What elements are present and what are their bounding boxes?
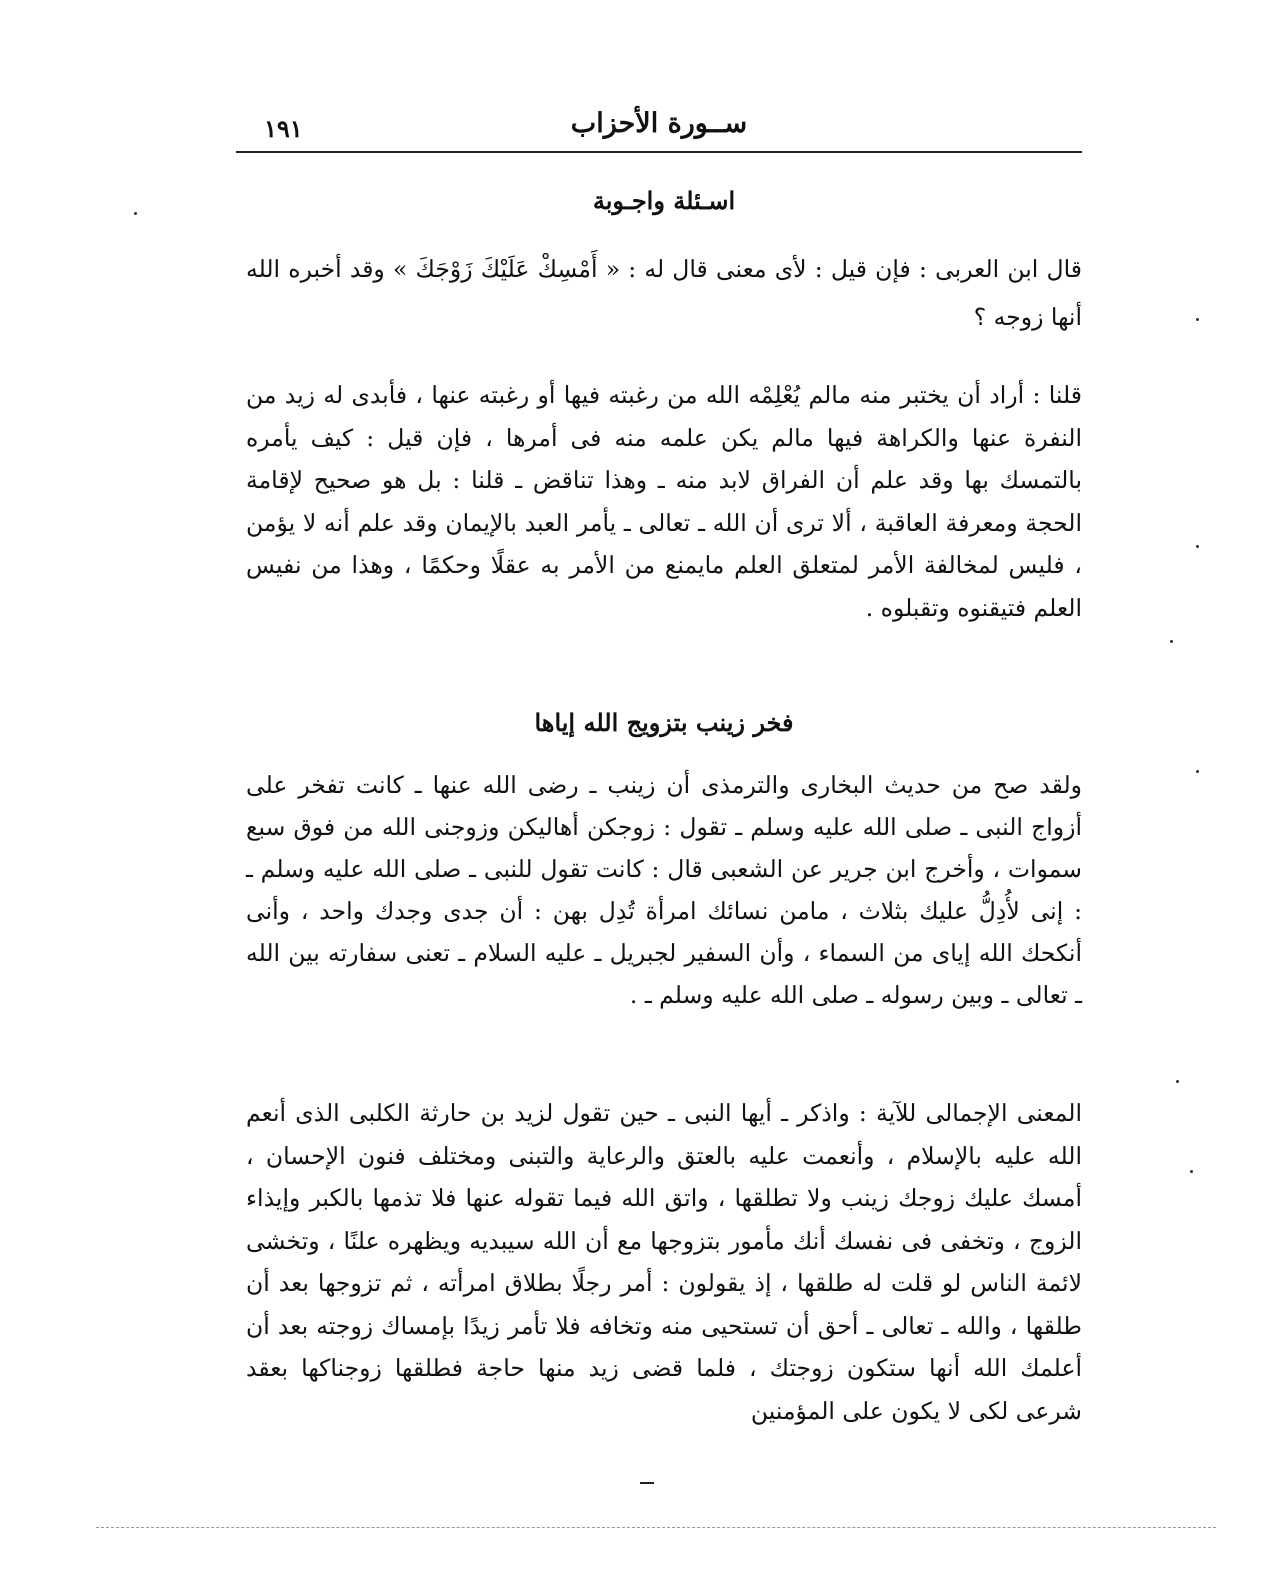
section-heading-questions: اسـئلة واجـوبة [592,186,736,215]
scan-speck [1196,770,1199,773]
scan-speck [1170,640,1173,643]
scan-speck [1190,1170,1193,1173]
page-bottom-mark [640,1482,654,1484]
paragraph-question: قال ابن العربى : فإن قيل : لأى معنى قال له : « أَمْسِكْ عَلَيْكَ زَوْجَكَ » وقد أخبره الله أنها زوجه ؟ [246,255,1082,331]
paragraph-answer: قلنا : أراد أن يختبر منه مالم يُعْلِمْه الله من رغبته فيها أو رغبته عنها ، فأبدى له زيد من النفرة عنها والكراهة فيها مالم يكن علمه منه فى أمرها ، فإن قيل : كيف يأمره بالتمسك بها وقد علم أن الفراق لابد منه ـ وهذا تناقض ـ قلنا : بل هو صحيح لإقامة الحجة ومعرفة العاقبة ، ألا ترى أن الله ـ تعالى ـ يأمر العبد بالإيمان وقد علم أنه لا يؤمن ، فليس لمخالفة الأمر لمتعلق العلم مايمنع من الأمر به عقلًا وحكمًا ، وهذا من نفيس العلم فتيقنوه وتقبلوه . [246,381,1082,622]
paragraph-meaning: المعنى الإجمالى للآية : واذكر ـ أيها النبى ـ حين تقول لزيد بن حارثة الكلبى الذى أنعم الله عليه بالإسلام ، وأنعمت عليه بالعتق والرعاية والتبنى ومختلف فنون الإحسان ، أمسك عليك زوجك زينب ولا تطلقها ، واتق الله فيما تقوله عنها فلا تذمها بالكبر وإيذاء الزوج ، وتخفى فى نفسك أنك مأمور بتزوجها مع أن الله سيبديه ويظهره علنًا ، وتخشى لائمة الناس لو قلت له طلقها ، إذ يقولون : أمر رجلًا بطلاق امرأته ، ثم تزوجها بعد أن طلقها ، والله ـ تعالى ـ أحق أن تستحيى منه وتخافه فلا تأمر زيدًا بإمساك زوجته بعد أن أعلمك الله أنها ستكون زوجتك ، فلما قضى زيد منها حاجة فطلقها زوجناكها بعقد شرعى لكى لا يكون على المؤمنين [246,1099,1082,1425]
page-number: ١٩١ [264,114,303,143]
scan-speck [1196,545,1199,548]
scan-speck [134,212,137,215]
scan-speck [1176,1080,1179,1083]
page-header [236,108,1082,152]
running-title: ســورة الأحزاب [570,108,748,139]
scan-speck [1196,318,1199,321]
scan-edge-line [96,1527,1216,1528]
section-heading-zaynab: فخر زينب بتزويج الله إياها [534,708,794,737]
header-rule [236,151,1082,153]
paragraph-hadith: ولقد صح من حديث البخارى والترمذى أن زينب ـ رضى الله عنها ـ كانت تفخر على أزواج النبى ـ صلى الله عليه وسلم ـ تقول : زوجكن أهاليكن وزوجنى الله من فوق سبع سموات ، وأخرج ابن جرير عن الشعبى قال : كانت تقول للنبى ـ صلى الله عليه وسلم ـ : إنى لأُدِلُّ عليك بثلاث ، مامن نسائك امرأة تُدِل بهن : أن جدى وجدك واحد ، وأنى أنكحك الله إياى من السماء ، وأن السفير لجبريل ـ عليه السلام ـ تعنى سفارته بين الله ـ تعالى ـ وبين رسوله ـ صلى الله عليه وسلم ـ . [246,771,1082,1009]
